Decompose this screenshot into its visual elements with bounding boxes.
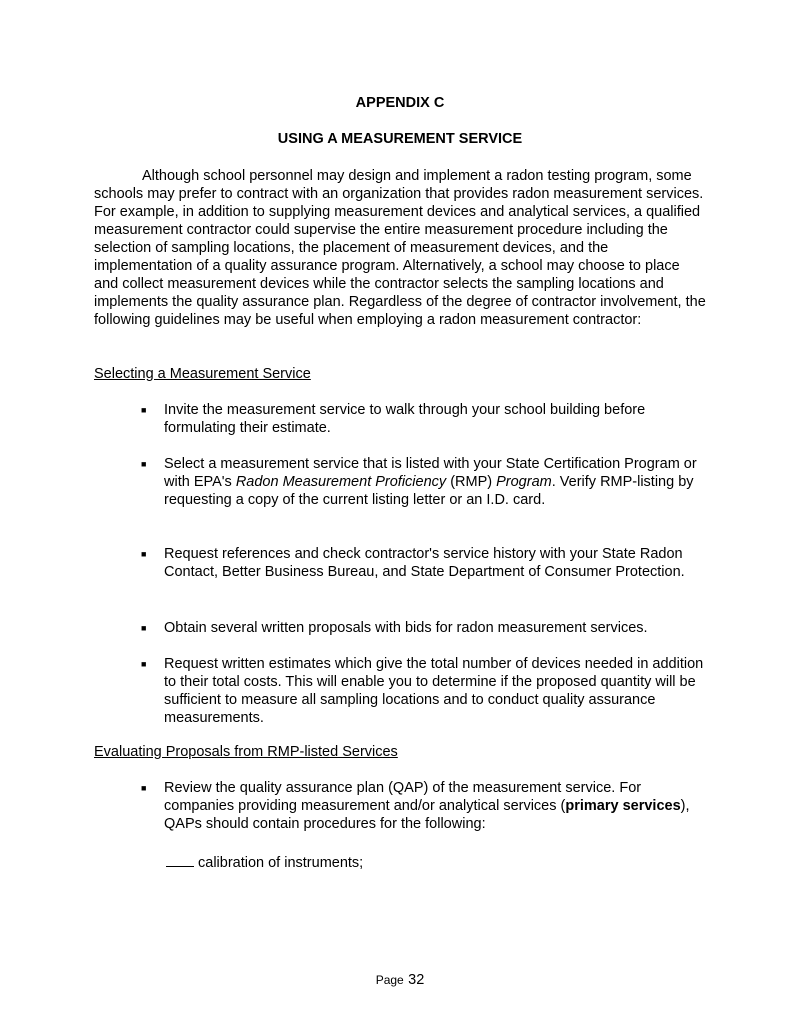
bullet-icon: ■ [141, 549, 147, 559]
page-label: Page [375, 973, 404, 987]
checklist-blank [166, 853, 194, 867]
list-item: ■ Request references and check contractor's service history with your State Radon Contact, Better Business Bureau, and State Department of Consumer Protection. [141, 546, 685, 580]
section-heading-evaluating: Evaluating Proposals from RMP-listed Services [94, 744, 398, 760]
bullet-icon: ■ [141, 623, 147, 633]
list-item: ■ Obtain several written proposals with bids for radon measurement services. [141, 620, 648, 636]
intro-paragraph [94, 167, 706, 329]
bullet-icon: ■ [141, 459, 147, 469]
page-title: USING A MEASUREMENT SERVICE [277, 131, 523, 147]
bullet-icon: ■ [141, 783, 147, 793]
list-item: ■ Request written estimates which give the total number of devices needed in addition to their total costs. This will enable you to determine if the proposed quantity will be sufficient to measure all sampling locations and to conduct quality assurance measurements. [141, 656, 704, 726]
page-footer [0, 971, 800, 989]
page-number: 32 [408, 972, 425, 988]
bullet-icon: ■ [141, 405, 147, 415]
bullet-icon: ■ [141, 659, 147, 669]
list-item: ■ Select a measurement service that is listed with your State Certification Program or with EPA's Radon Measurement Proficiency (RMP) Program. Verify RMP-listing by requesting a copy of the current listing letter or an I.D. card. [141, 456, 697, 508]
appendix-label: APPENDIX C [355, 95, 445, 111]
checklist-item: calibration of instruments; [166, 853, 363, 872]
section-heading-selecting: Selecting a Measurement Service [94, 366, 311, 382]
intro-text: Although school personnel may design and implement a radon testing program, some schools may prefer to contract with an organization that provides radon measurement services. For example, in addition to supplying measurement devices and analytical services, a qualified measurement contractor could supervise the entire measurement procedure including the selection of sampling locations, the placement of measurement devices, and the implementation of a quality assurance program. Alternatively, a school may choose to place and collect measurement devices while the contractor selects the sampling locations and implements the quality assurance plan. Regardless of the degree of contractor involvement, the following guidelines may be useful when employing a radon measurement contractor: [94, 168, 706, 328]
list-item: ■ Review the quality assurance plan (QAP) of the measurement service. For companies providing measurement and/or analytical services (primary services), QAPs should contain procedures for the following: [141, 780, 690, 832]
list-item: ■ Invite the measurement service to walk through your school building before formulating their estimate. [141, 402, 646, 436]
